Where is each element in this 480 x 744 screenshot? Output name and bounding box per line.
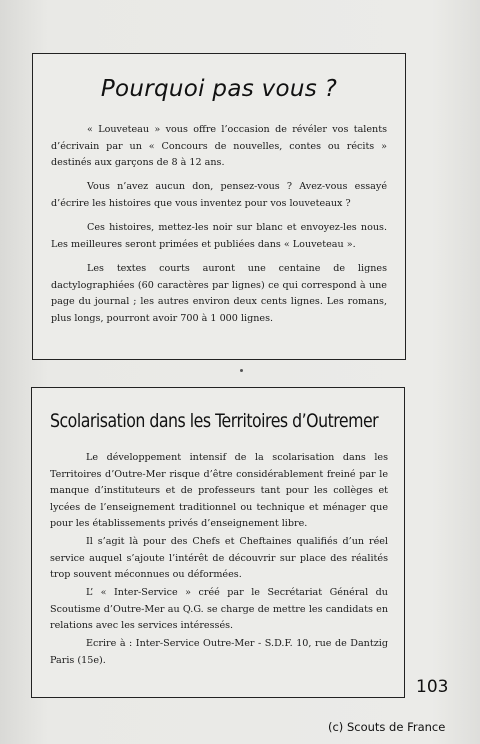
- separator-dot: [240, 369, 243, 372]
- article-box-scolarisation: [31, 387, 405, 698]
- article-paragraph: Ces histoires, mettez-les noir sur blanc et envoyez-les nous. Les meilleures seront primées et publiées dans « Louveteau ».: [51, 222, 387, 250]
- article-paragraph: Vous n’avez aucun don, pensez-vous ? Avez-vous essayé d’écrire les histoires que vous inventez pour vos louveteaux ?: [51, 181, 387, 209]
- article-paragraph: Les textes courts auront une centaine de lignes dactylographiées (60 caractères par lignes) ce qui correspond à une page du journal ; les autres environ deux cents lignes. Les romans, plus longs, pourront avoir 700 à 1 000 lignes.: [51, 263, 387, 324]
- page-number: 103: [416, 677, 449, 697]
- article-paragraph: Le développement intensif de la scolarisation dans les Territoires d’Outre-Mer risque d’être considérablement freiné par le manque d’instituteurs et de professeurs tant pour les collèges et lycées de l’enseignement traditionnel ou technique et ménager que pour les établissements privés d’enseignement libre.: [50, 452, 388, 529]
- copyright-notice: (c) Scouts de France: [328, 720, 446, 734]
- article-paragraph: L’ « Inter-Service » créé par le Secrétariat Général du Scoutisme d’Outre-Mer au Q.G. se charge de mettre les candidats en relations avec les services intéressés.: [50, 587, 388, 631]
- article-title: Scolarisation dans les Territoires d’Outremer: [50, 410, 379, 432]
- article-paragraph: « Louveteau » vous offre l’occasion de révéler vos talents d’écrivain par un « Concours de nouvelles, contes ou récits » destinés aux garçons de 8 à 12 ans.: [51, 124, 387, 168]
- article-paragraph: Ecrire à : Inter-Service Outre-Mer - S.D.F. 10, rue de Dantzig Paris (15e).: [50, 638, 388, 666]
- article-box-pourquoi-pas-vous: [32, 53, 406, 360]
- article-paragraph: Il s’agit là pour des Chefs et Cheftaines qualifiés d’un réel service auquel s’ajoute l’intérêt de découvrir sur place des réalités trop souvent méconnues ou déformées.: [50, 536, 388, 580]
- article-title: Pourquoi pas vous ?: [100, 76, 338, 102]
